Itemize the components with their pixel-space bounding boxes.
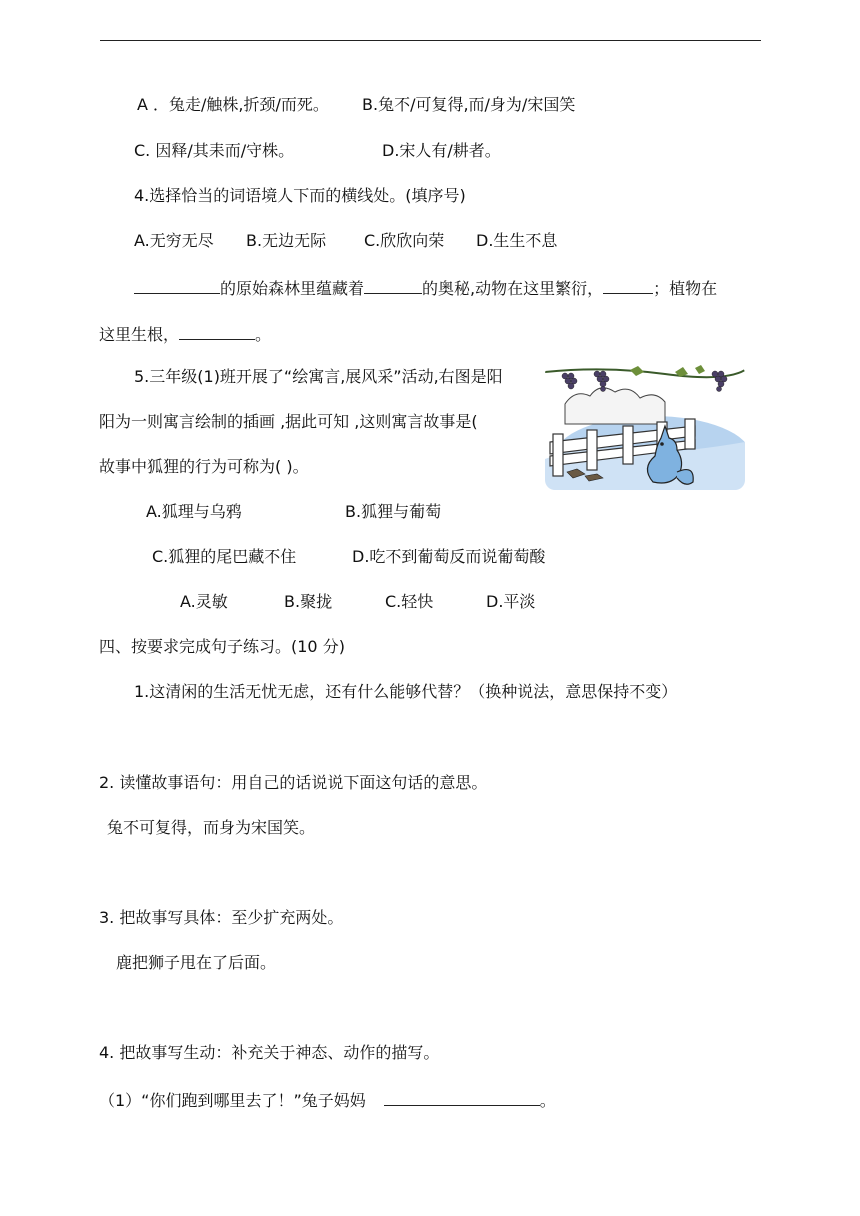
header-rule bbox=[100, 40, 761, 41]
fox-grapes-illustration bbox=[545, 364, 745, 490]
q4-seg3: ；植物在 bbox=[653, 279, 718, 298]
fill-blank-4[interactable] bbox=[179, 322, 255, 340]
q5-option2-c: C.轻快 bbox=[385, 592, 434, 611]
section4-q1: 1.这清闲的生活无忧无虑，还有什么能够代替？（换种说法，意思保持不变） bbox=[134, 682, 678, 701]
q5-option2-b: B.聚拢 bbox=[284, 592, 333, 611]
fill-blank-1[interactable] bbox=[134, 276, 220, 294]
q5-option-c: C.狐狸的尾巴藏不住 bbox=[152, 547, 297, 566]
q5-option2-a: A.灵敏 bbox=[180, 592, 228, 611]
q3-option-b: B.兔不/可复得,而/身为/宋国笑 bbox=[362, 95, 576, 114]
q3-option-a: A ．兔走/触株,折颈/而死。 bbox=[137, 95, 329, 114]
q5-option-b: B.狐狸与葡萄 bbox=[345, 502, 442, 521]
section4-title: 四、按要求完成句子练习。(10 分) bbox=[99, 637, 345, 656]
q4-seg5: 。 bbox=[255, 325, 272, 344]
section4-q2-sentence: 兔不可复得，而身为宋国笑。 bbox=[107, 818, 316, 837]
q4-stem: 4.选择恰当的词语境人下而的横线处。(填序号) bbox=[134, 186, 466, 205]
q4-option-a: A.无穷无尽 bbox=[134, 231, 214, 250]
section4-q4-1 bbox=[99, 1088, 556, 1108]
fill-blank-2[interactable] bbox=[364, 276, 422, 294]
section4-q2-stem: 2. 读懂故事语句：用自己的话说说下面这句话的意思。 bbox=[99, 773, 488, 792]
q5-line1: 5.三年级(1)班开展了“绘寓言,展风采”活动,右图是阳 bbox=[134, 367, 503, 386]
q5-option-a: A.狐理与乌鸦 bbox=[146, 502, 242, 521]
q4-option-b: B.无边无际 bbox=[246, 231, 327, 250]
section4-q4-stem: 4. 把故事写生动：补充关于神态、动作的描写。 bbox=[99, 1043, 440, 1062]
section4-q3-sentence: 鹿把狮子甩在了后面。 bbox=[116, 953, 277, 972]
q3-option-c: C. 因释/其耒而/守株。 bbox=[134, 141, 295, 160]
q4-fill-sentence-2 bbox=[99, 322, 271, 342]
q4-fill-sentence bbox=[134, 276, 717, 296]
q5-option-d: D.吃不到葡萄反而说葡萄酸 bbox=[352, 547, 546, 566]
q4-seg1: 的原始森林里蕴藏着 bbox=[220, 279, 365, 298]
fill-blank-q4-1[interactable] bbox=[384, 1088, 540, 1106]
q4-seg2: 的奥秘,动物在这里繁衍， bbox=[422, 279, 604, 298]
q3-option-d: D.宋人有/耕者。 bbox=[382, 141, 501, 160]
fill-blank-3[interactable] bbox=[603, 276, 653, 294]
q4-seg4: 这里生根， bbox=[99, 325, 180, 344]
q5-line3: 故事中狐狸的行为可称为( )。 bbox=[99, 457, 309, 476]
section4-q3-stem: 3. 把故事写具体：至少扩充两处。 bbox=[99, 908, 344, 927]
q4-1-suffix: 。 bbox=[539, 1091, 556, 1110]
q4-option-d: D.生生不息 bbox=[476, 231, 558, 250]
q5-line2: 阳为一则寓言绘制的插画 ,据此可知 ,这则寓言故事是( bbox=[99, 412, 478, 431]
q4-1-prefix: （1）“你们跑到哪里去了！”兔子妈妈 bbox=[99, 1091, 366, 1110]
q4-option-c: C.欣欣向荣 bbox=[364, 231, 445, 250]
q5-option2-d: D.平淡 bbox=[486, 592, 536, 611]
